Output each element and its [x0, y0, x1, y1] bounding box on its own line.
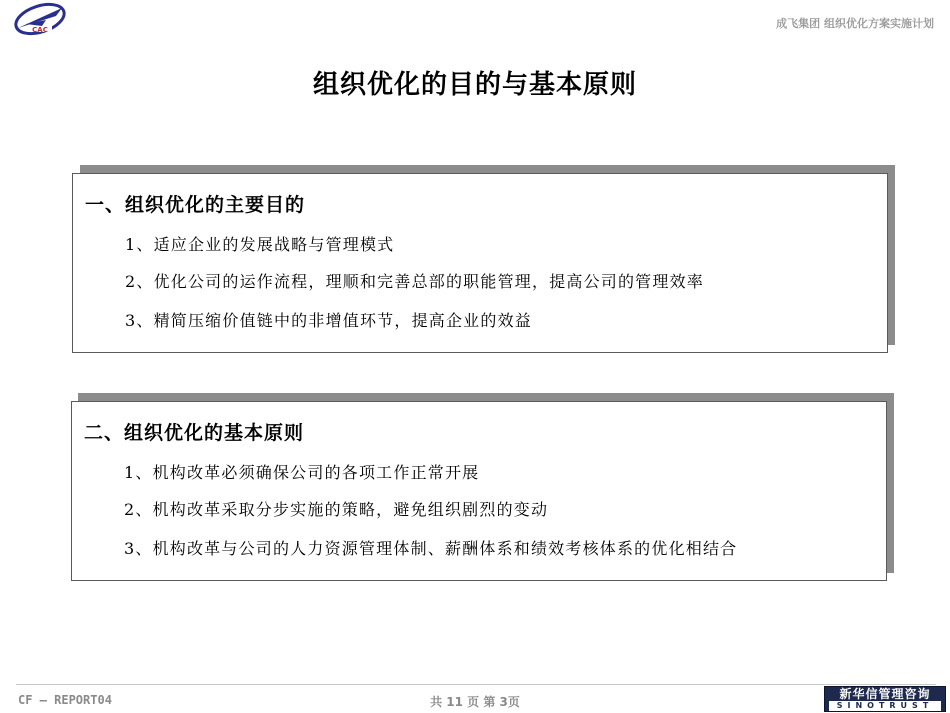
brand-english-name: SINOTRUST	[829, 701, 941, 711]
page-title: 组织优化的目的与基本原则	[312, 70, 637, 100]
purpose-panel	[72, 173, 888, 353]
principles-item: 3、机构改革与公司的人力资源管理体制、薪酬体系和绩效考核体系的优化相结合	[124, 539, 738, 558]
principles-panel	[71, 401, 887, 581]
svg-text:CAC: CAC	[32, 26, 48, 34]
footer-divider	[16, 684, 936, 685]
header-document-title: 成飞集团 组织优化方案实施计划	[776, 17, 934, 30]
page-number: 共 11 页 第 3页	[430, 695, 520, 709]
purpose-item: 1、适应企业的发展战略与管理模式	[125, 235, 395, 254]
purpose-item: 2、优化公司的运作流程，理顺和完善总部的职能管理，提高公司的管理效率	[125, 272, 704, 291]
chengfei-aircraft-logo-icon	[12, 2, 68, 36]
principles-item: 1、机构改革必须确保公司的各项工作正常开展	[124, 463, 480, 482]
purpose-item: 3、精简压缩价值链中的非增值环节，提高企业的效益	[125, 311, 532, 330]
purpose-heading: 一、组织优化的主要目的	[85, 194, 306, 216]
brand-chinese-name: 新华信管理咨询	[839, 687, 931, 701]
footer-report-code: CF — REPORT04	[18, 693, 112, 707]
sinotrust-logo	[824, 686, 946, 712]
principles-item: 2、机构改革采取分步实施的策略，避免组织剧烈的变动	[124, 500, 549, 519]
principles-heading: 二、组织优化的基本原则	[84, 422, 305, 444]
